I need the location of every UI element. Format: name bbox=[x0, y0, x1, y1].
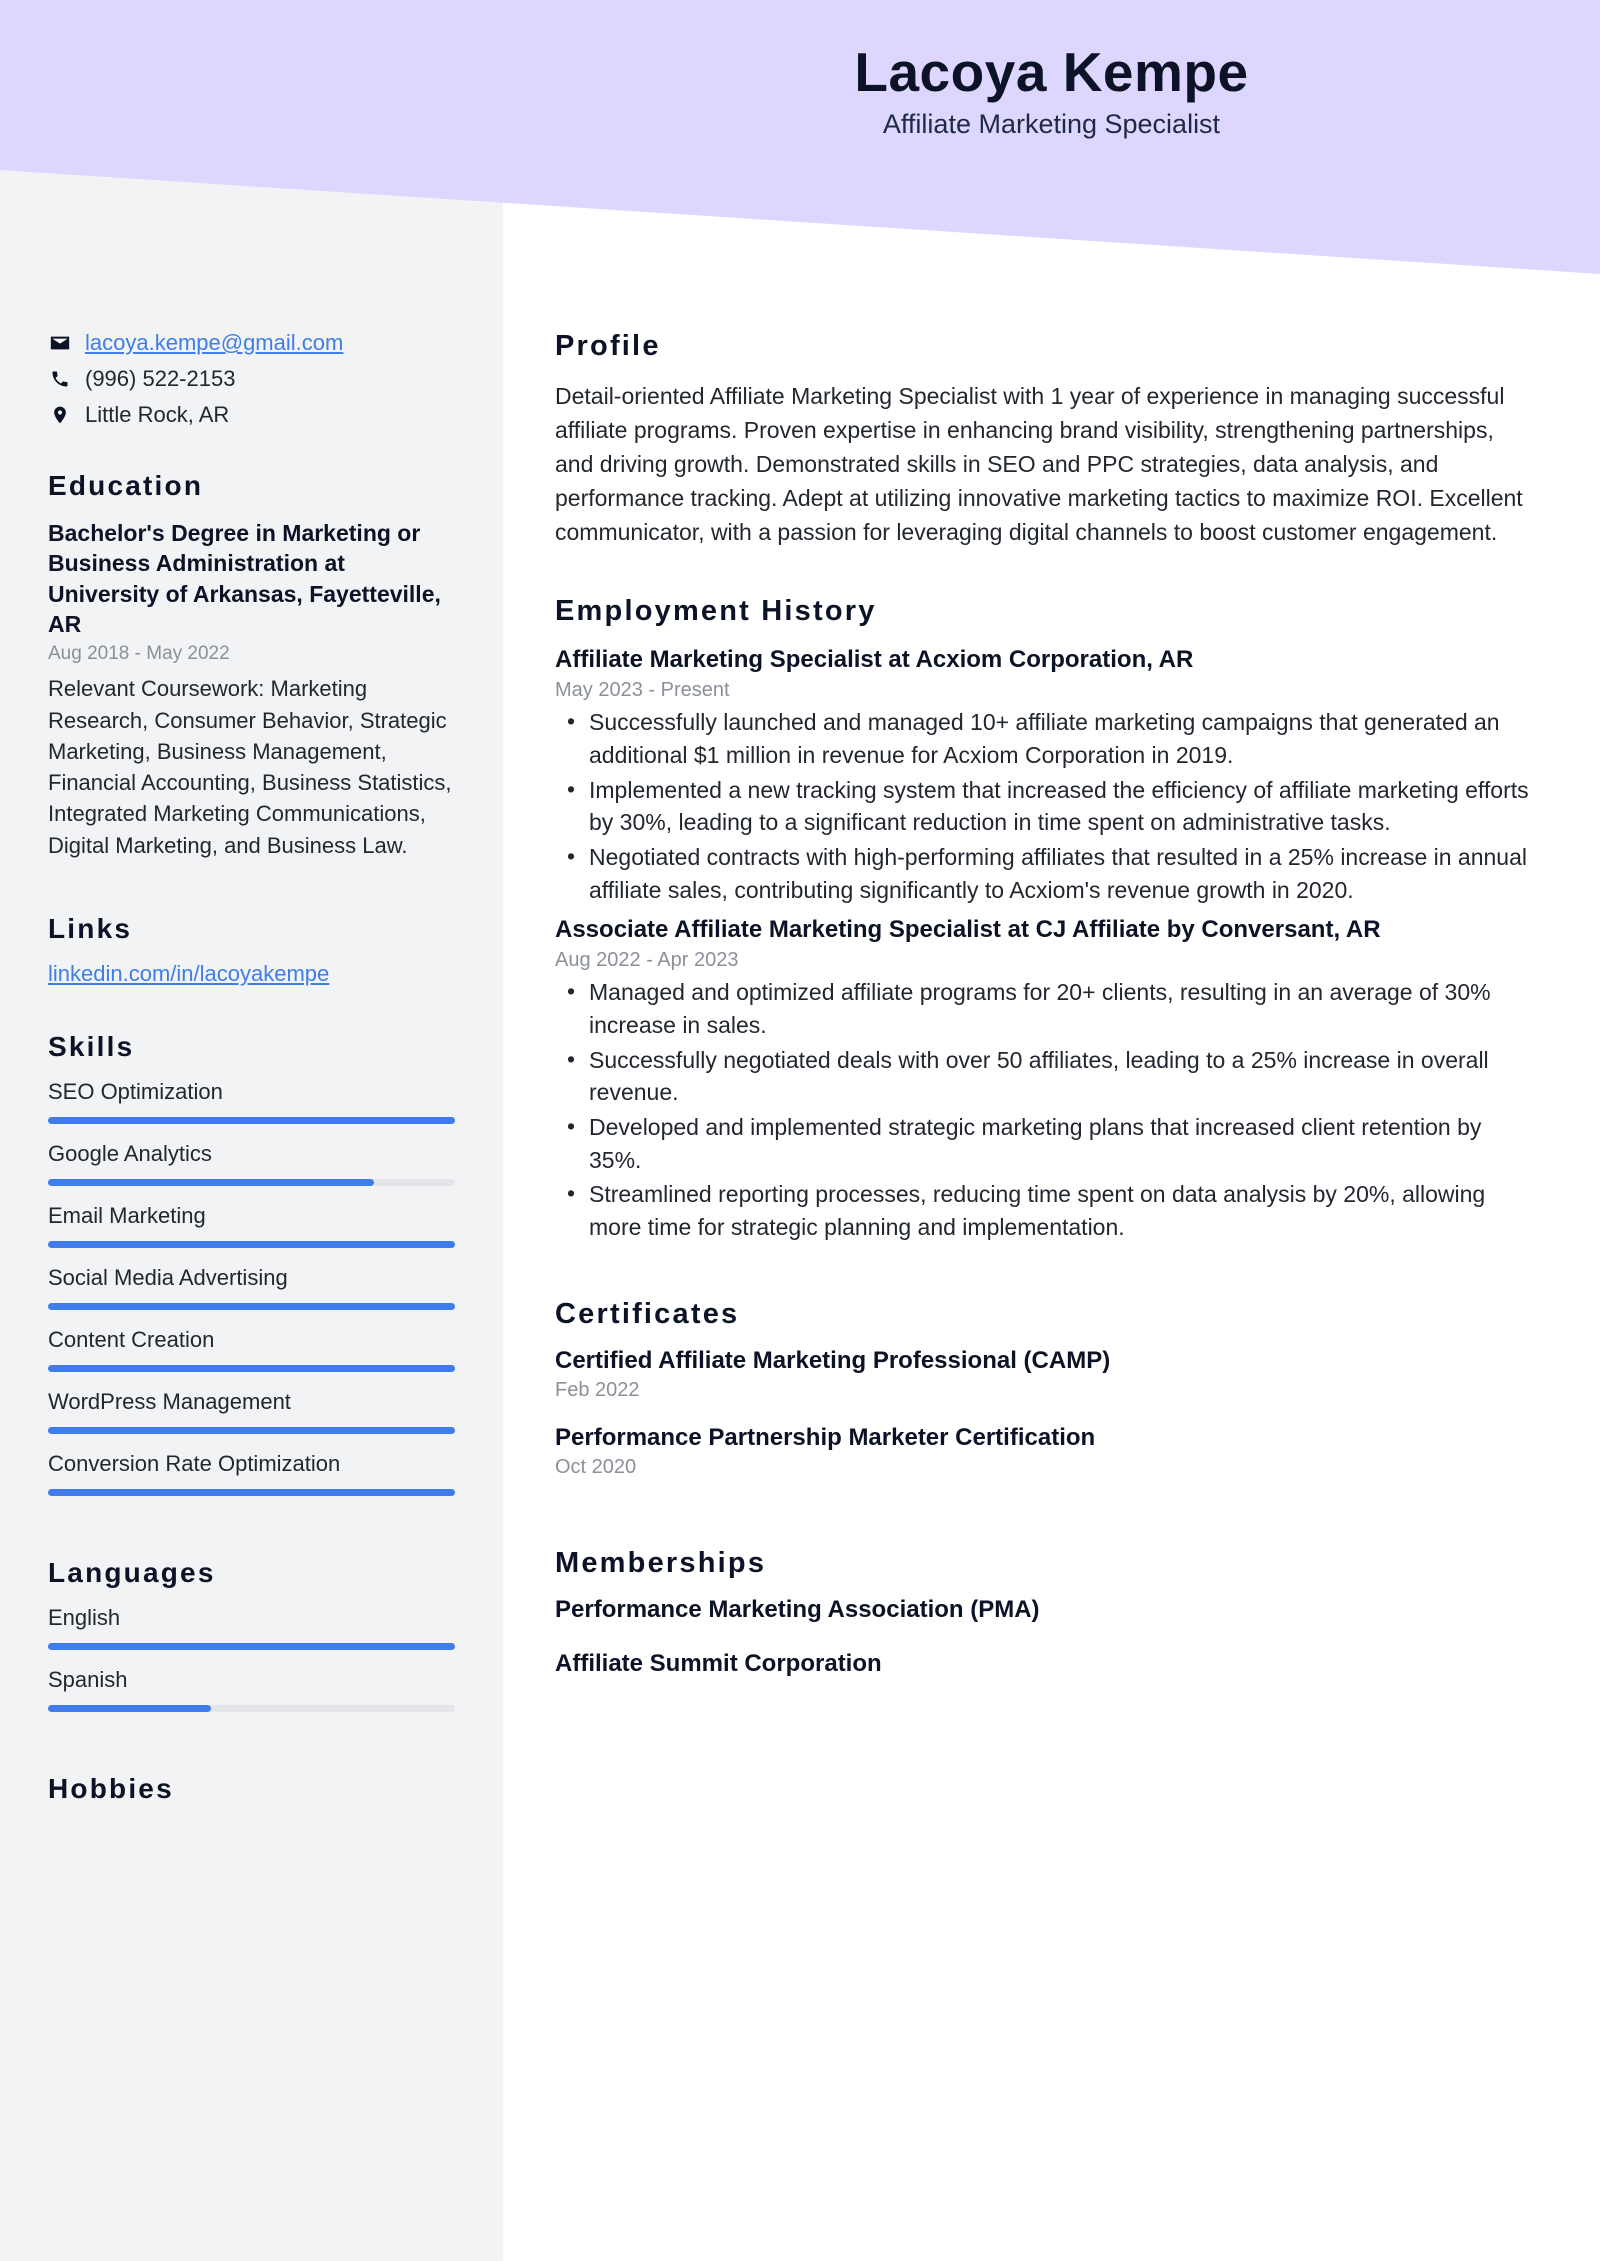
skill-level-track bbox=[48, 1489, 455, 1496]
skills-section bbox=[48, 1031, 455, 1496]
skill-level-fill bbox=[48, 1179, 374, 1186]
jobs-list bbox=[555, 644, 1538, 1244]
skill-level-fill bbox=[48, 1489, 455, 1496]
skill-label: WordPress Management bbox=[48, 1388, 291, 1414]
memberships-list bbox=[555, 1596, 1538, 1678]
hobbies-heading: Hobbies bbox=[48, 1772, 174, 1804]
skill-label: Content Creation bbox=[48, 1326, 215, 1352]
sidebar bbox=[0, 300, 503, 1821]
job-bullet-list bbox=[555, 706, 1538, 906]
skill-level-fill bbox=[48, 1427, 455, 1434]
language-label: English bbox=[48, 1604, 121, 1630]
skills-heading: Skills bbox=[48, 1030, 135, 1062]
skill-label: Conversion Rate Optimization bbox=[48, 1450, 341, 1476]
language-level-fill bbox=[48, 1643, 455, 1650]
job-date: May 2023 - Present bbox=[555, 679, 730, 702]
memberships-section bbox=[555, 1547, 1538, 1678]
skill-level-track bbox=[48, 1365, 455, 1372]
certificates-list bbox=[555, 1347, 1538, 1479]
skill-label: Email Marketing bbox=[48, 1202, 206, 1228]
contact-phone-row bbox=[48, 366, 455, 392]
job-entry bbox=[555, 914, 1538, 1243]
candidate-job-title: Affiliate Marketing Specialist bbox=[882, 108, 1221, 139]
job-bullet: • Negotiated contracts with high-performing affiliates that resulted in a 25% increase in annual affiliate sales, contributing significantly to Acxiom's revenue growth in 2020. bbox=[555, 841, 1538, 906]
language-level-fill bbox=[48, 1705, 211, 1712]
location-value: Little Rock, AR bbox=[85, 402, 230, 427]
skill-item bbox=[48, 1327, 455, 1372]
skill-item bbox=[48, 1389, 455, 1434]
skill-item bbox=[48, 1265, 455, 1310]
education-heading: Education bbox=[48, 470, 204, 501]
header bbox=[503, 0, 1600, 180]
languages-list bbox=[48, 1605, 455, 1712]
profile-section bbox=[555, 330, 1538, 549]
job-bullet-list bbox=[555, 976, 1538, 1243]
membership-item: Affiliate Summit Corporation bbox=[555, 1649, 882, 1677]
language-item bbox=[48, 1667, 455, 1712]
job-bullet: • Developed and implemented strategic marketing plans that increased client retention by 35%. bbox=[555, 1111, 1538, 1176]
job-bullet: • Implemented a new tracking system that increased the efficiency of affiliate marketing efforts by 30%, leading to a significant reduction in time spent on administrative tasks. bbox=[555, 774, 1538, 839]
certificate-date: Oct 2020 bbox=[555, 1455, 637, 1478]
profile-text: Detail-oriented Affiliate Marketing Specialist with 1 year of experience in managing successful affiliate programs. Proven expertise in enhancing brand visibility, strengthening partnerships, and driving growth. Demonstrated skills in SEO and PPC strategies, data analysis, and performance tracking. Adept at utilizing innovative marketing tactics to maximize ROI. Excellent communicator, with a passion for leveraging digital channels to boost customer engagement. bbox=[555, 383, 1523, 546]
certificate-title: Performance Partnership Marketer Certification bbox=[555, 1423, 1096, 1451]
job-bullet: • Successfully launched and managed 10+ affiliate marketing campaigns that generated an additional $1 million in revenue for Acxiom Corporation in 2019. bbox=[555, 706, 1538, 771]
certificates-heading: Certificates bbox=[555, 1297, 740, 1330]
email-link[interactable]: lacoya.kempe@gmail.com bbox=[85, 330, 344, 355]
profile-heading: Profile bbox=[555, 330, 661, 362]
job-bullet: • Managed and optimized affiliate programs for 20+ clients, resulting in an average of 30% increase in sales. bbox=[555, 976, 1538, 1041]
skill-level-fill bbox=[48, 1365, 455, 1372]
certificates-section bbox=[555, 1298, 1538, 1479]
skill-level-fill bbox=[48, 1117, 455, 1124]
job-date: Aug 2022 - Apr 2023 bbox=[555, 949, 739, 972]
skill-label: SEO Optimization bbox=[48, 1078, 223, 1104]
language-item bbox=[48, 1605, 455, 1650]
membership-item: Performance Marketing Association (PMA) bbox=[555, 1595, 1040, 1623]
skill-item bbox=[48, 1203, 455, 1248]
skill-level-track bbox=[48, 1179, 455, 1186]
skill-item bbox=[48, 1141, 455, 1186]
skill-level-track bbox=[48, 1303, 455, 1310]
skill-label: Social Media Advertising bbox=[48, 1264, 288, 1290]
job-bullet: • Successfully negotiated deals with over 50 affiliates, leading to a 25% increase in overall revenue. bbox=[555, 1044, 1538, 1109]
skill-level-fill bbox=[48, 1303, 455, 1310]
memberships-heading: Memberships bbox=[555, 1546, 767, 1579]
candidate-name: Lacoya Kempe bbox=[854, 41, 1249, 103]
education-entry bbox=[48, 518, 455, 861]
employment-section bbox=[555, 595, 1538, 1244]
skill-level-fill bbox=[48, 1241, 455, 1248]
skill-level-track bbox=[48, 1241, 455, 1248]
contact-location-row bbox=[48, 402, 455, 428]
envelope-icon bbox=[48, 332, 72, 354]
certificate-title: Certified Affiliate Marketing Professional (CAMP) bbox=[555, 1346, 1111, 1374]
education-section bbox=[48, 470, 455, 861]
main-column bbox=[503, 300, 1600, 1704]
skill-level-track bbox=[48, 1427, 455, 1434]
languages-heading: Languages bbox=[48, 1556, 216, 1588]
job-entry bbox=[555, 644, 1538, 906]
skills-list bbox=[48, 1079, 455, 1496]
education-description: Relevant Coursework: Marketing Research, Consumer Behavior, Strategic Marketing, Business Management, Financial Accounting, Business Statistics, Integrated Marketing Communications, Digital Marketing, and Business Law. bbox=[48, 676, 452, 858]
contact-email-row[interactable] bbox=[48, 330, 455, 356]
phone-icon bbox=[48, 369, 72, 389]
skill-item bbox=[48, 1451, 455, 1496]
language-label: Spanish bbox=[48, 1666, 128, 1692]
skill-label: Google Analytics bbox=[48, 1140, 212, 1166]
job-title: Associate Affiliate Marketing Specialist at CJ Affiliate by Conversant, AR bbox=[555, 916, 1381, 944]
certificate-entry bbox=[555, 1347, 1538, 1402]
certificate-entry bbox=[555, 1424, 1538, 1479]
links-heading: Links bbox=[48, 912, 133, 944]
location-pin-icon bbox=[48, 405, 72, 425]
language-level-track bbox=[48, 1643, 455, 1650]
education-date: Aug 2018 - May 2022 bbox=[48, 643, 230, 665]
phone-value: (996) 522-2153 bbox=[85, 366, 236, 391]
link-item-linkedin[interactable]: linkedin.com/in/lacoyakempe bbox=[48, 960, 330, 986]
skill-level-track bbox=[48, 1117, 455, 1124]
languages-section bbox=[48, 1557, 455, 1712]
education-degree: Bachelor's Degree in Marketing or Business Administration at University of Arkansas, Fayetteville, AR bbox=[48, 520, 441, 638]
certificate-date: Feb 2022 bbox=[555, 1378, 640, 1401]
job-title: Affiliate Marketing Specialist at Acxiom Corporation, AR bbox=[555, 646, 1194, 674]
language-level-track bbox=[48, 1705, 455, 1712]
hobbies-section bbox=[48, 1773, 455, 1805]
skill-item bbox=[48, 1079, 455, 1124]
links-section bbox=[48, 913, 455, 987]
contact-list bbox=[48, 330, 455, 428]
employment-heading: Employment History bbox=[555, 595, 877, 628]
job-bullet: • Streamlined reporting processes, reducing time spent on data analysis by 20%, allowing more time for strategic planning and implementation. bbox=[555, 1178, 1538, 1243]
